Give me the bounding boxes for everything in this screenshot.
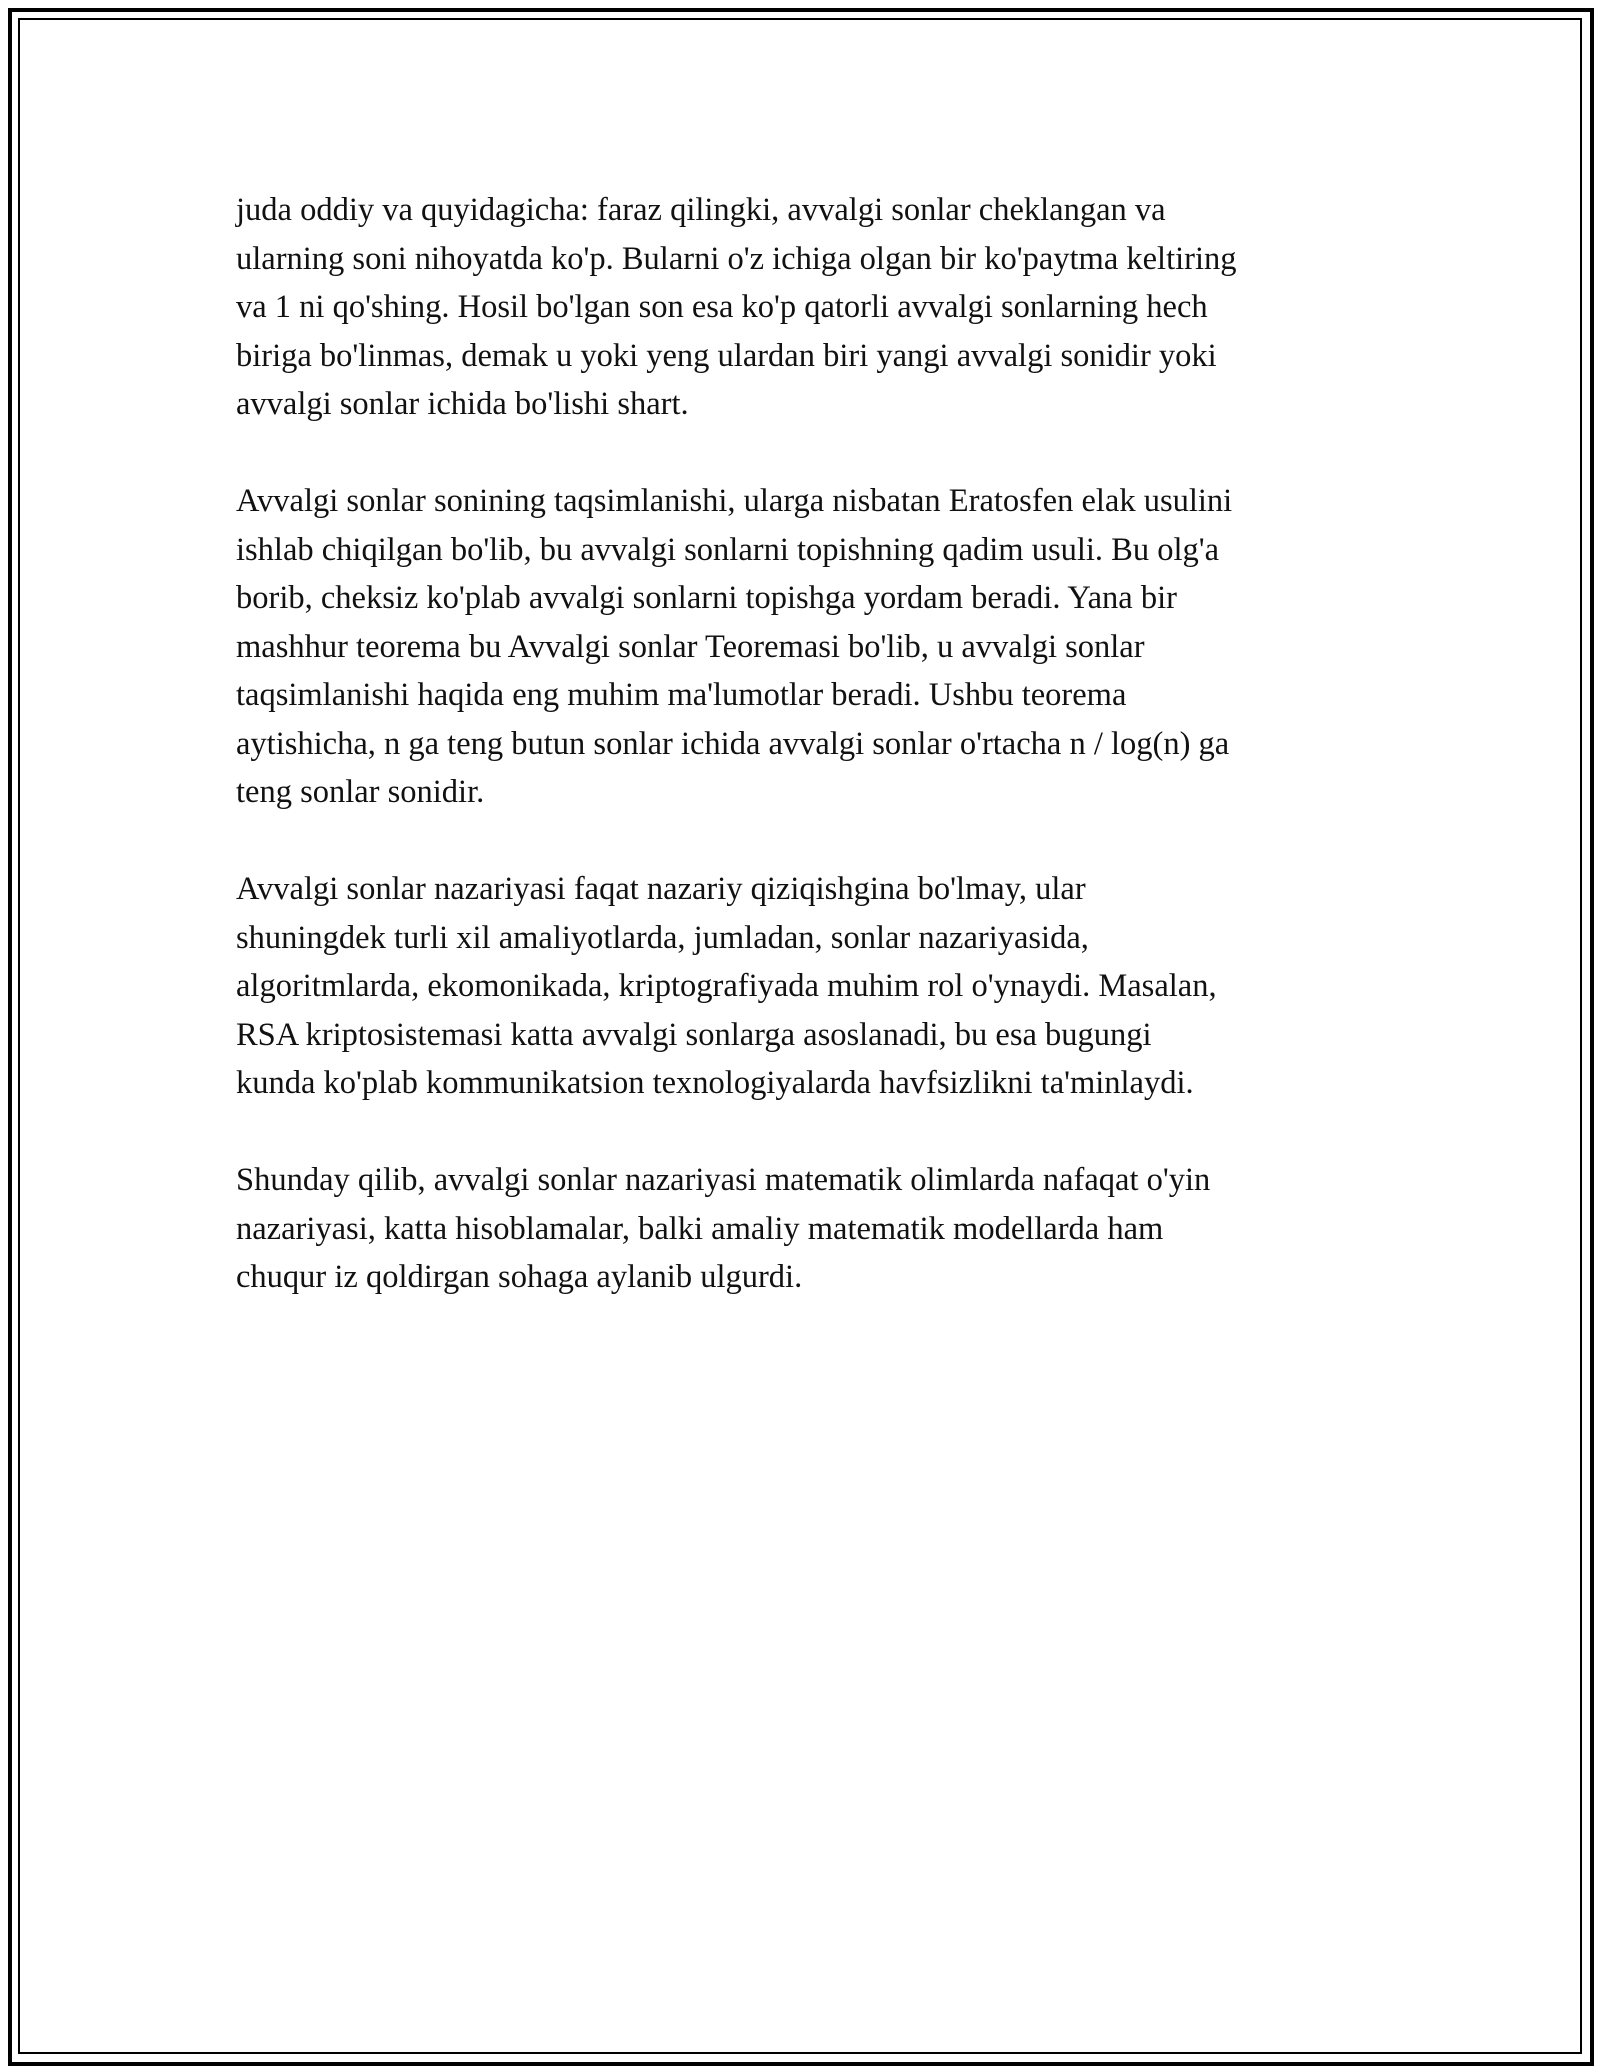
paragraph-3: Avvalgi sonlar nazariyasi faqat nazariy qiziqishgina bo'lmay, ular shuningdek turli xil amaliyotlarda, jumladan, sonlar nazariyasida, algoritmlarda, ekomonikada, kriptografiyada muhim rol o'ynaydi. Masalan, RSA kriptosistemasi katta avvalgi sonlarga asoslanadi, bu esa bugungi kunda ko'plab kommunikatsion texnologiyalarda havfsizlikni ta'minlaydi.	[236, 871, 1217, 1101]
paragraph-2: Avvalgi sonlar sonining taqsimlanishi, ularga nisbatan Eratosfen elak usulini ishlab chiqilgan bo'lib, bu avvalgi sonlarni topishning qadim usuli. Bu olg'a borib, cheksiz ko'plab avvalgi sonlarni topishga yordam beradi. Yana bir mashhur teorema bu Avvalgi sonlar Teoremasi bo'lib, u avvalgi sonlar taqsimlanishi haqida eng muhim ma'lumotlar beradi. Ushbu teorema aytishicha, n ga teng butun sonlar ichida avvalgi sonlar o'rtacha n / log(n) ga teng sonlar sonidir.	[236, 483, 1233, 810]
document-body	[236, 186, 1376, 1350]
paragraph-4: Shunday qilib, avvalgi sonlar nazariyasi matematik olimlarda nafaqat o'yin nazariyasi, katta hisoblamalar, balki amaliy matematik modellarda ham chuqur iz qoldirgan sohaga aylanib ulgurdi.	[236, 1162, 1211, 1295]
paragraph-1: juda oddiy va quyidagicha: faraz qilingki, avvalgi sonlar cheklangan va ularning soni nihoyatda ko'p. Bularni o'z ichiga olgan bir ko'paytma keltiring va 1 ni qo'shing. Hosil bo'lgan son esa ko'p qatorli avvalgi sonlarning hech biriga bo'linmas, demak u yoki yeng ulardan biri yangi avvalgi sonidir yoki avvalgi sonlar ichida bo'lishi shart.	[236, 192, 1237, 422]
